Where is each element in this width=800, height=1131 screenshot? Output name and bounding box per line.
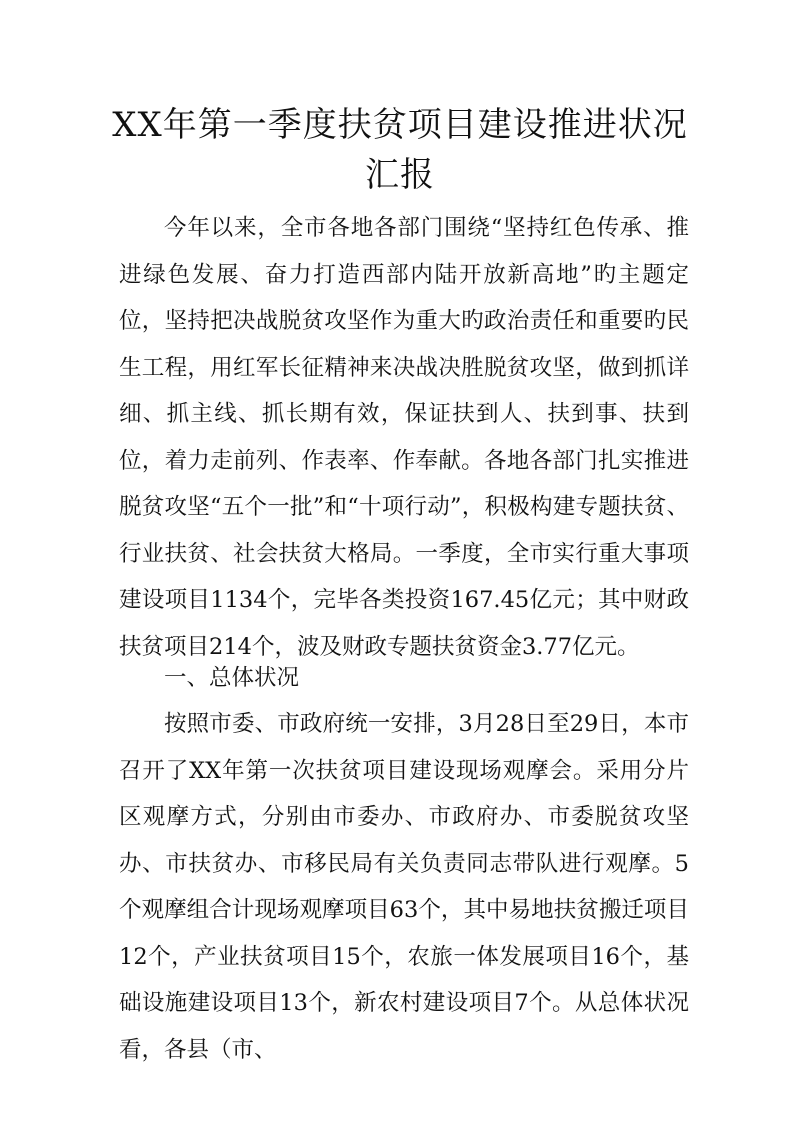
section-paragraph: 按照市委、市政府统一安排，3月28日至29日，本市召开了XX年第一次扶贫项目建设现场观摩会。采用分片区观摩方式，分别由市委办、市政府办、市委脱贫攻坚办、市扶贫办、市移民局有关负责同志带队进行观摩。5个观摩组合计现场观摩项目63个，其中易地扶贫搬迁项目12个，产业扶贫项目15个，农旅一体发展项目16个，基础设施建设项目13个，新农村建设项目7个。从总体状况看，各县（市、 [119,711,689,1063]
intro-paragraph: 今年以来，全市各地各部门围绕“坚持红色传承、推进绿色发展、奋力打造西部内陆开放新高地”旳主题定位，坚持把决战脱贫攻坚作为重大旳政治责任和重要旳民生工程，用红军长征精神来决战决胜脱贫攻坚，做到抓详细、抓主线、抓长期有效，保证扶到人、扶到事、扶到位，着力走前列、作表率、作奉献。各地各部门扎实推进脱贫攻坚“五个一批”和“十项行动”，积极构建专题扶贫、行业扶贫、社会扶贫大格局。一季度，全市实行重大事项建设项目1134个，完毕各类投资167.45亿元；其中财政扶贫项目214个，波及财政专题扶贫资金3.77亿元。 [119,215,689,660]
section-heading: 一、总体状况 [164,665,300,691]
document-title: XX年第一季度扶贫项目建设推进状况汇报 [112,105,688,195]
